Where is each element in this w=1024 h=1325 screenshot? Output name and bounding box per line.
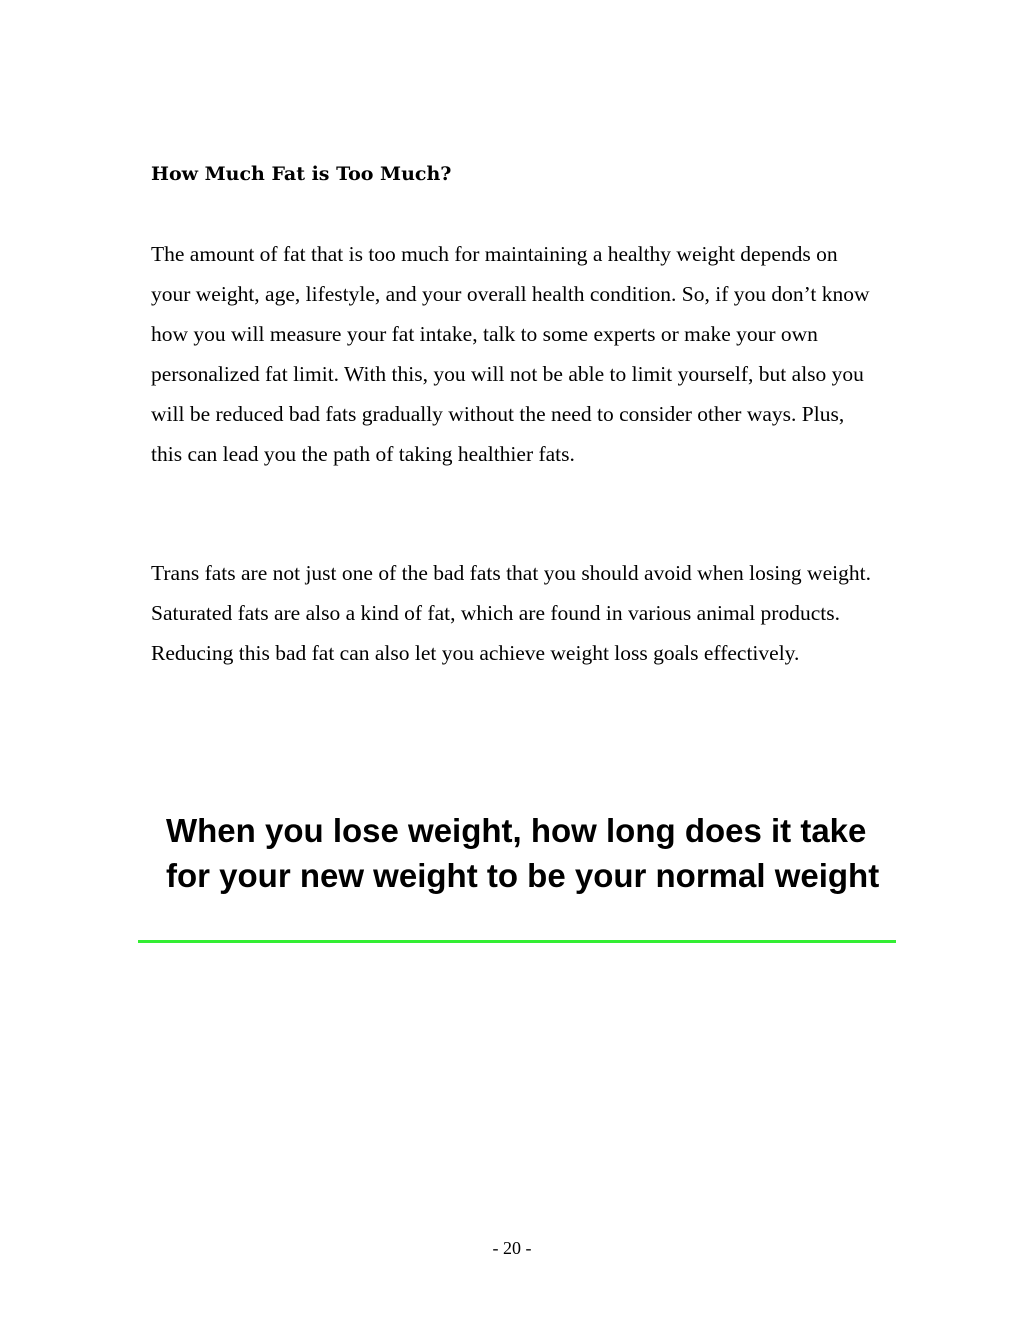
- heading-underline: [138, 940, 896, 943]
- chapter-heading: When you lose weight, how long does it take for your new weight to be your normal weight: [166, 812, 880, 894]
- section-heading: How Much Fat is Too Much?: [151, 163, 452, 185]
- body-paragraph-1: The amount of fat that is too much for maintaining a healthy weight depends on your weight, age, lifestyle, and your overall health condition. So, if you don’t know how you will measure your fat intake, talk to some experts or make your own personalized fat limit. With this, you will not be able to limit yourself, but also you will be reduced bad fats gradually without the need to consider other ways. Plus, this can lead you the path of taking healthier fats.: [151, 242, 870, 466]
- body-paragraph-2: Trans fats are not just one of the bad fats that you should avoid when losing weight. Saturated fats are also a kind of fat, which are found in various animal products. Reducing this bad fat can also let you achieve weight loss goals effectively.: [151, 561, 871, 665]
- page-number: - 20 -: [492, 1238, 532, 1258]
